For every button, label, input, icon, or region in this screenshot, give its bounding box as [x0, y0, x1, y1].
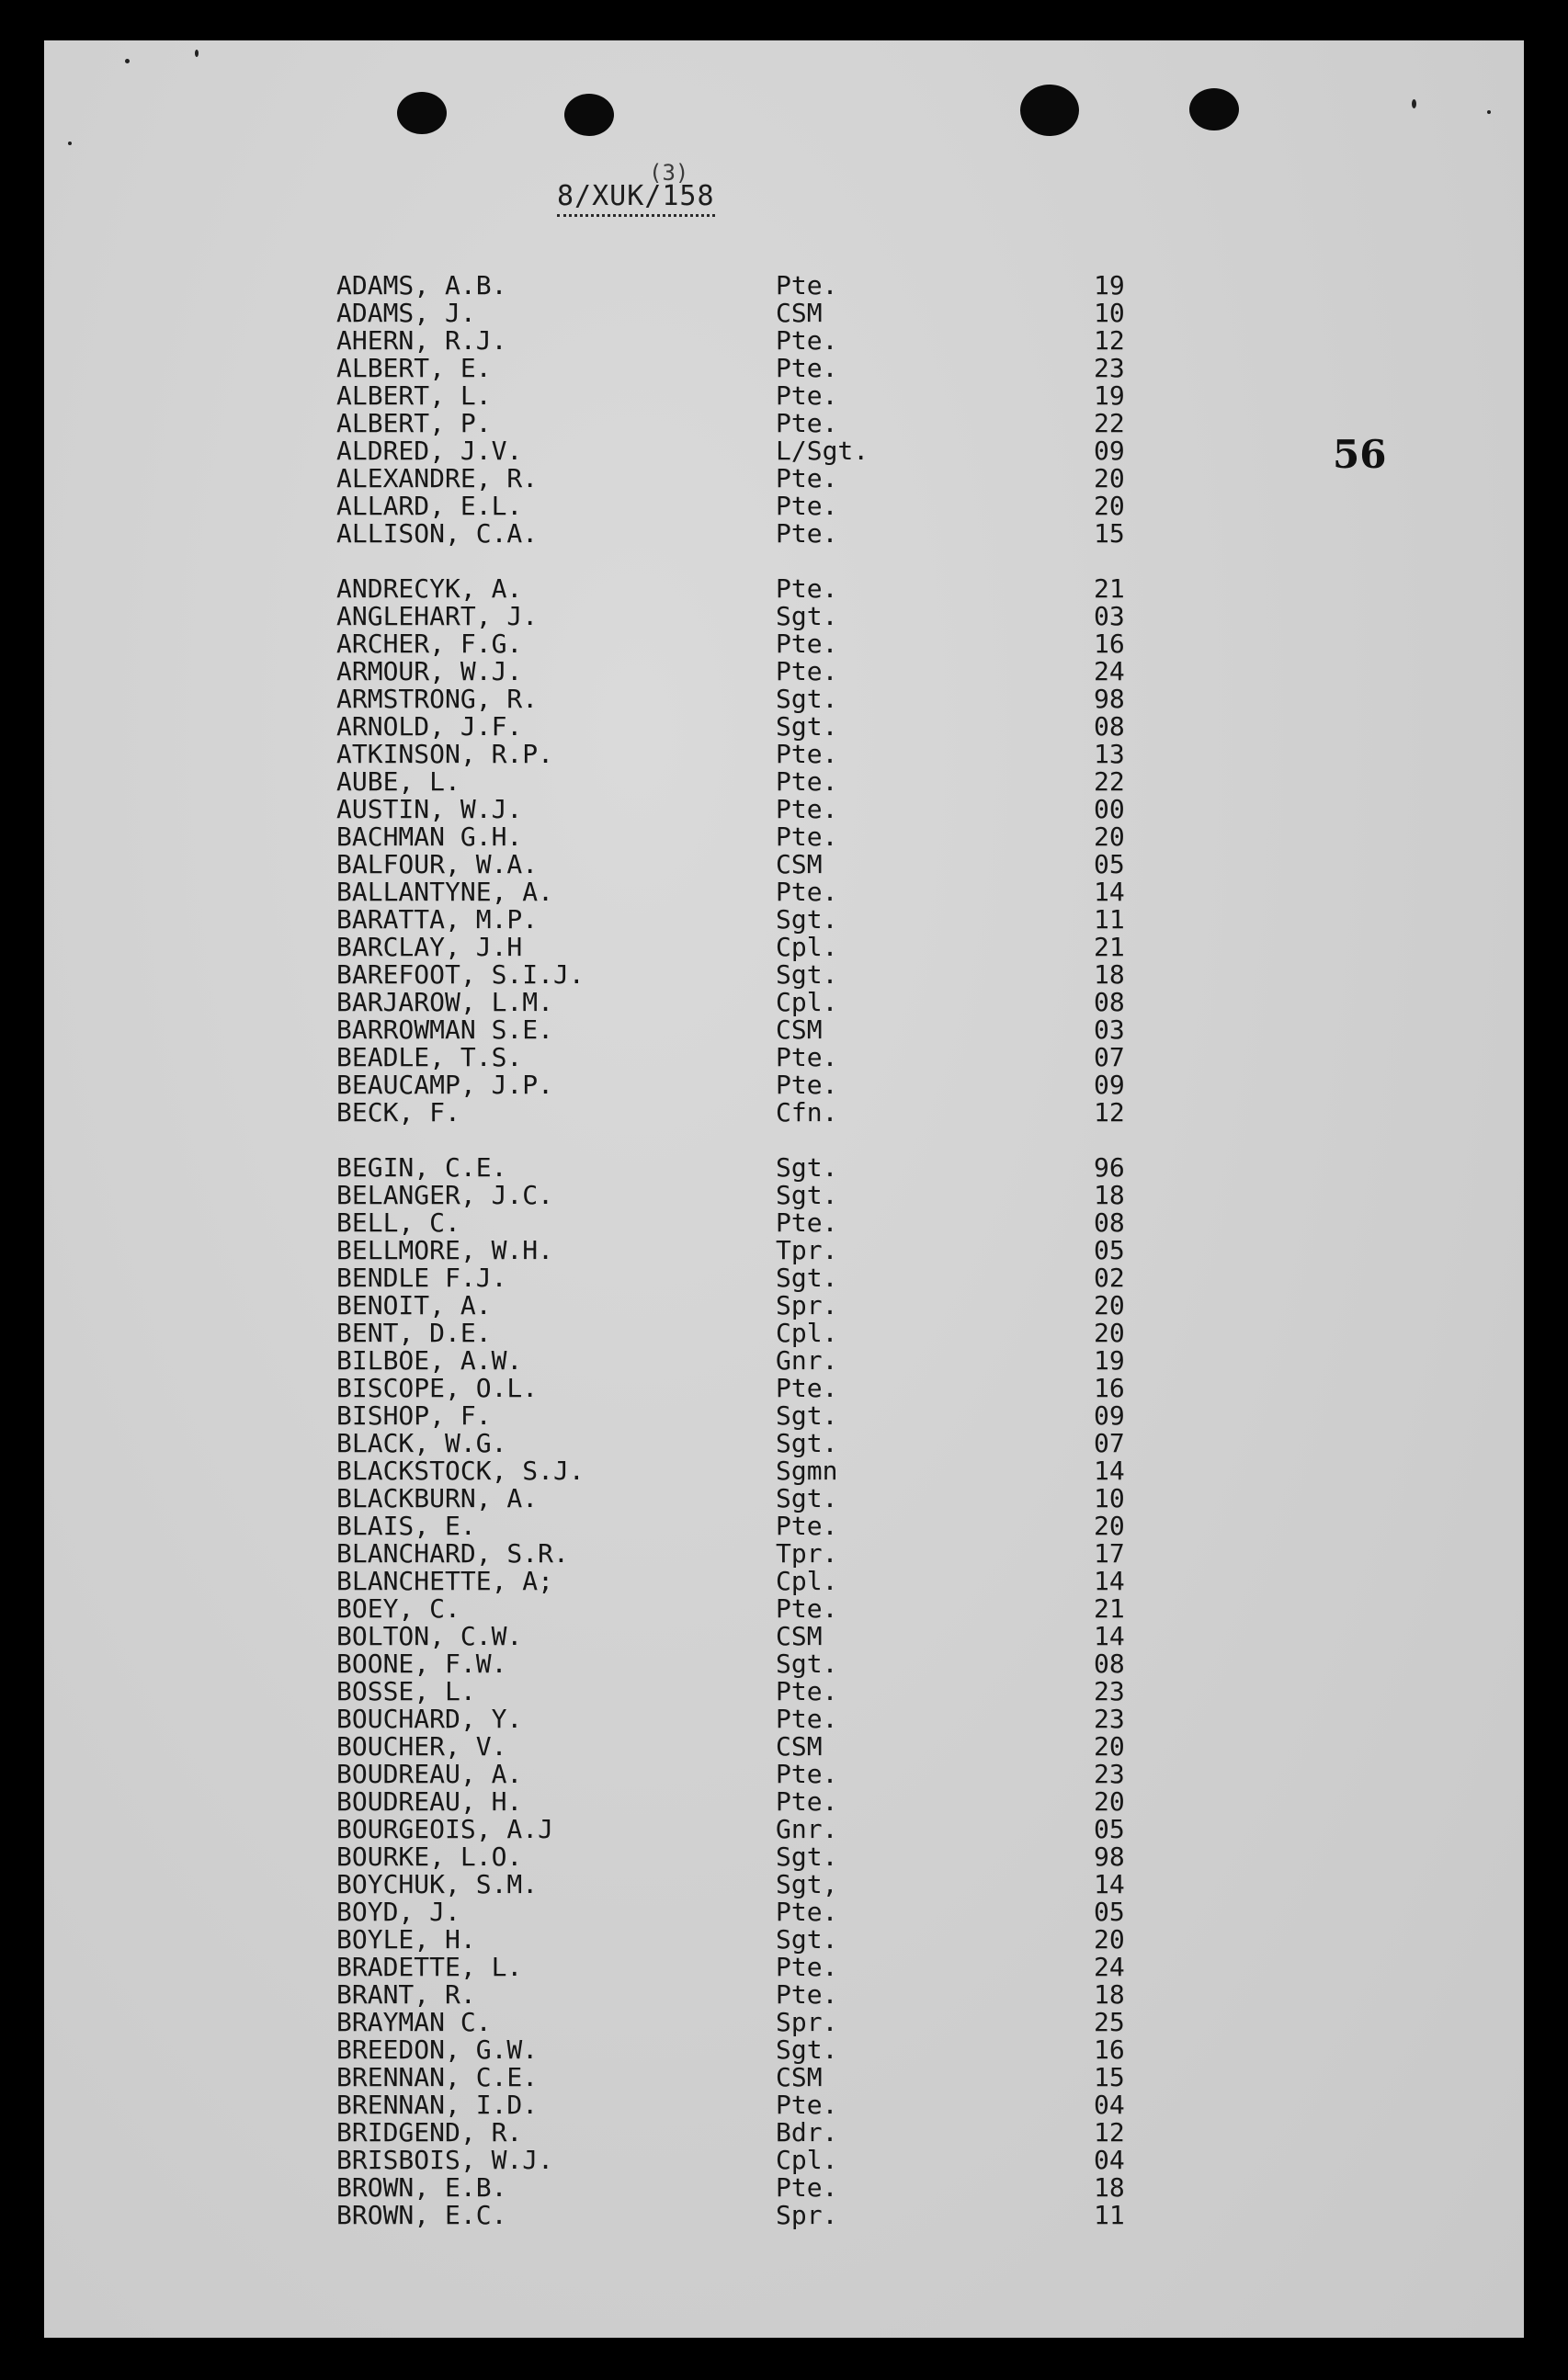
roll-number: 05: [1094, 849, 1125, 879]
roll-row: [336, 2036, 1164, 2064]
roll-name: BRADETTE, L.: [336, 1952, 523, 1982]
roll-name: ALLARD, E.L.: [336, 491, 523, 521]
roll-row: [336, 1540, 1164, 1568]
roll-name: BLANCHETTE, A;: [336, 1566, 554, 1596]
roll-rank: Cpl.: [776, 932, 838, 962]
roll-name: BRIDGEND, R.: [336, 2117, 523, 2148]
roll-number: 18: [1094, 1979, 1125, 2010]
roll-row: [336, 658, 1164, 686]
punch-hole: [397, 92, 447, 134]
roll-rank: Sgt.: [776, 1842, 838, 1872]
roll-rank: Sgmn: [776, 1456, 838, 1486]
roll-rank: CSM: [776, 849, 823, 879]
roll-name: BOYCHUK, S.M.: [336, 1869, 539, 1899]
roll-rank: Tpr.: [776, 1235, 838, 1265]
roll-number: 13: [1094, 739, 1125, 769]
roll-rank: Gnr.: [776, 1345, 838, 1376]
roll-name: BOUCHARD, Y.: [336, 1704, 523, 1734]
roll-row: [336, 1209, 1164, 1237]
file-reference: 8/XUK/158: [557, 180, 715, 217]
roll-name: ARMSTRONG, R.: [336, 684, 539, 714]
roll-row: [336, 355, 1164, 382]
roll-rank: Pte.: [776, 739, 838, 769]
roll-name: BEAUCAMP, J.P.: [336, 1070, 554, 1100]
roll-row: [336, 1264, 1164, 1292]
roll-rank: Sgt.: [776, 1152, 838, 1183]
roll-number: 14: [1094, 1566, 1125, 1596]
roll-number: 24: [1094, 1952, 1125, 1982]
roll-row: [336, 465, 1164, 493]
roll-row: [336, 741, 1164, 768]
roll-name: BRAYMAN C.: [336, 2007, 492, 2037]
roll-name: BLAIS, E.: [336, 1511, 476, 1541]
roll-row: [336, 493, 1164, 520]
roll-number: 00: [1094, 794, 1125, 824]
roll-name: BARATTA, M.P.: [336, 904, 539, 935]
roll-name: BOURGEOIS, A.J: [336, 1814, 554, 1844]
roll-number: 20: [1094, 1318, 1125, 1348]
punch-hole: [564, 94, 614, 136]
roll-row: [336, 575, 1164, 603]
roll-number: 10: [1094, 1483, 1125, 1513]
roll-number: 07: [1094, 1428, 1125, 1458]
roll-name: BELLMORE, W.H.: [336, 1235, 554, 1265]
roll-rank: Pte.: [776, 822, 838, 852]
roll-rank: Pte.: [776, 1979, 838, 2010]
roll-row: [336, 2009, 1164, 2036]
roll-name: BACHMAN G.H.: [336, 822, 523, 852]
roll-row: [336, 1595, 1164, 1623]
roll-number: 19: [1094, 270, 1125, 300]
roll-row: [336, 2091, 1164, 2119]
roll-rank: Pte.: [776, 1759, 838, 1789]
roll-number: 15: [1094, 2062, 1125, 2092]
roll-row: [336, 520, 1164, 548]
roll-name: BENOIT, A.: [336, 1290, 492, 1320]
roll-row: [336, 1182, 1164, 1209]
roll-name: BALFOUR, W.A.: [336, 849, 539, 879]
roll-rank: Sgt.: [776, 1400, 838, 1431]
roll-rank: CSM: [776, 1014, 823, 1045]
roll-number: 14: [1094, 877, 1125, 907]
roll-row: [336, 1237, 1164, 1264]
roll-name: BENT, D.E.: [336, 1318, 492, 1348]
roll-row: [336, 1513, 1164, 1540]
roll-rank: L/Sgt.: [776, 436, 869, 466]
punch-hole: [1189, 88, 1239, 130]
roll-row: [336, 1485, 1164, 1513]
roll-name: ANGLEHART, J.: [336, 601, 539, 631]
roll-name: ALEXANDRE, R.: [336, 463, 539, 493]
roll-number: 23: [1094, 1704, 1125, 1734]
roll-row: [336, 1843, 1164, 1871]
roll-rank: Pte.: [776, 408, 838, 438]
roll-name: ALLISON, C.A.: [336, 518, 539, 549]
roll-name: BREEDON, G.W.: [336, 2034, 539, 2065]
roll-number: 12: [1094, 2117, 1125, 2148]
roll-number: 16: [1094, 629, 1125, 659]
roll-rank: Spr.: [776, 1290, 838, 1320]
roll-row: [336, 1898, 1164, 1926]
roll-name: BOLTON, C.W.: [336, 1621, 523, 1651]
roll-name: BOURKE, L.O.: [336, 1842, 523, 1872]
roll-rank: Tpr.: [776, 1538, 838, 1569]
roll-rank: Sgt.: [776, 1180, 838, 1210]
roll-row: [336, 1320, 1164, 1347]
roll-name: ALBERT, L.: [336, 380, 492, 411]
roll-number: 14: [1094, 1869, 1125, 1899]
roll-name: ALBERT, E.: [336, 353, 492, 383]
roll-rank: CSM: [776, 1731, 823, 1762]
roll-number: 23: [1094, 353, 1125, 383]
roll-number: 25: [1094, 2007, 1125, 2037]
roll-rank: Pte.: [776, 629, 838, 659]
roll-rank: Pte.: [776, 491, 838, 521]
roll-number: 09: [1094, 1400, 1125, 1431]
roll-number: 20: [1094, 822, 1125, 852]
roll-number: 22: [1094, 766, 1125, 797]
roll-name: AHERN, R.J.: [336, 325, 507, 356]
roll-number: 07: [1094, 1042, 1125, 1072]
roll-number: 20: [1094, 1924, 1125, 1955]
roll-rank: Pte.: [776, 380, 838, 411]
roll-rank: Pte.: [776, 1704, 838, 1734]
roll-row: [336, 2064, 1164, 2091]
roll-number: 19: [1094, 380, 1125, 411]
roll-row: [336, 2174, 1164, 2202]
roll-row: [336, 1981, 1164, 2009]
roll-row: [336, 300, 1164, 327]
roll-rank: Spr.: [776, 2007, 838, 2037]
roll-rank: Cpl.: [776, 1566, 838, 1596]
roll-name: BOYD, J.: [336, 1897, 460, 1927]
roll-rank: Sgt.: [776, 1428, 838, 1458]
roll-row: [336, 1071, 1164, 1099]
roll-number: 05: [1094, 1897, 1125, 1927]
roll-rank: Pte.: [776, 518, 838, 549]
roll-name: ADAMS, J.: [336, 298, 476, 328]
roll-rank: Pte.: [776, 1676, 838, 1706]
roll-name: BALLANTYNE, A.: [336, 877, 554, 907]
roll-row: [336, 1430, 1164, 1457]
roll-name: AUBE, L.: [336, 766, 460, 797]
roll-name: BELANGER, J.C.: [336, 1180, 554, 1210]
roll-name: BOEY, C.: [336, 1593, 460, 1624]
roll-name: AUSTIN, W.J.: [336, 794, 523, 824]
roll-row: [336, 1347, 1164, 1375]
ink-speck: [195, 50, 199, 57]
roll-number: 03: [1094, 601, 1125, 631]
roll-number: 24: [1094, 656, 1125, 686]
roll-number: 23: [1094, 1759, 1125, 1789]
roll-name: BOUCHER, V.: [336, 1731, 507, 1762]
roll-rank: Sgt.: [776, 1483, 838, 1513]
roll-number: 18: [1094, 1180, 1125, 1210]
roll-rank: Pte.: [776, 573, 838, 604]
roll-row: [336, 1761, 1164, 1788]
roll-row: [336, 437, 1164, 465]
roll-row: [336, 1678, 1164, 1706]
roll-row: [336, 1623, 1164, 1650]
roll-row: [336, 1871, 1164, 1898]
roll-name: BOONE, F.W.: [336, 1649, 507, 1679]
roll-number: 08: [1094, 987, 1125, 1017]
ink-speck: [68, 142, 72, 145]
ink-speck: [125, 59, 130, 63]
roll-rank: Pte.: [776, 1207, 838, 1238]
roll-rank: Pte.: [776, 270, 838, 300]
roll-number: 04: [1094, 2145, 1125, 2175]
roll-row: [336, 906, 1164, 934]
roll-row: [336, 1457, 1164, 1485]
roll-number: 17: [1094, 1538, 1125, 1569]
roll-rank: Pte.: [776, 877, 838, 907]
roll-number: 09: [1094, 436, 1125, 466]
roll-row: [336, 768, 1164, 796]
roll-number: 96: [1094, 1152, 1125, 1183]
roll-number: 08: [1094, 711, 1125, 742]
roll-name: BISHOP, F.: [336, 1400, 492, 1431]
roll-rank: CSM: [776, 2062, 823, 2092]
roll-rank: Gnr.: [776, 1814, 838, 1844]
roll-rank: Pte.: [776, 1042, 838, 1072]
roll-number: 16: [1094, 1373, 1125, 1403]
roll-number: 18: [1094, 2172, 1125, 2203]
roll-rank: Pte.: [776, 1786, 838, 1817]
roll-name: BRANT, R.: [336, 1979, 476, 2010]
roll-row: [336, 1706, 1164, 1733]
roll-number: 20: [1094, 463, 1125, 493]
roll-name: BENDLE F.J.: [336, 1263, 507, 1293]
roll-number: 21: [1094, 932, 1125, 962]
roll-row: [336, 1099, 1164, 1127]
roll-row: [336, 713, 1164, 741]
roll-rank: Pte.: [776, 1593, 838, 1624]
roll-row: [336, 1292, 1164, 1320]
roll-name: BROWN, E.C.: [336, 2200, 507, 2230]
roll-number: 08: [1094, 1207, 1125, 1238]
roll-rank: Sgt.: [776, 684, 838, 714]
roll-name: ARNOLD, J.F.: [336, 711, 523, 742]
roll-row: [336, 823, 1164, 851]
roll-number: 12: [1094, 325, 1125, 356]
roll-number: 05: [1094, 1814, 1125, 1844]
roll-number: 19: [1094, 1345, 1125, 1376]
roll-name: BELL, C.: [336, 1207, 460, 1238]
roll-rank: Pte.: [776, 656, 838, 686]
roll-rank: Sgt.: [776, 904, 838, 935]
roll-row: [336, 1402, 1164, 1430]
roll-name: BEGIN, C.E.: [336, 1152, 507, 1183]
roll-name: BECK, F.: [336, 1097, 460, 1128]
roll-rank: Bdr.: [776, 2117, 838, 2148]
roll-name: BOYLE, H.: [336, 1924, 476, 1955]
roll-number: 03: [1094, 1014, 1125, 1045]
roll-name: ALBERT, P.: [336, 408, 492, 438]
handwritten-annotation: (3): [649, 160, 689, 186]
roll-row: [336, 1926, 1164, 1954]
roll-row: [336, 2147, 1164, 2174]
roll-rank: Pte.: [776, 2090, 838, 2120]
roll-name: BEADLE, T.S.: [336, 1042, 523, 1072]
roll-number: 08: [1094, 1649, 1125, 1679]
roll-number: 21: [1094, 1593, 1125, 1624]
roll-number: 22: [1094, 408, 1125, 438]
roll-number: 11: [1094, 2200, 1125, 2230]
roll-number: 20: [1094, 1731, 1125, 1762]
roll-row: [336, 327, 1164, 355]
roll-number: 02: [1094, 1263, 1125, 1293]
roll-name: ADAMS, A.B.: [336, 270, 507, 300]
roll-row: [336, 603, 1164, 630]
roll-row: [336, 796, 1164, 823]
roll-rank: Pte.: [776, 794, 838, 824]
roll-row: [336, 989, 1164, 1016]
roll-row: [336, 1816, 1164, 1843]
roll-row: [336, 1788, 1164, 1816]
roll-row: [336, 272, 1164, 300]
roll-number: 14: [1094, 1621, 1125, 1651]
roll-name: BLANCHARD, S.R.: [336, 1538, 569, 1569]
roll-number: 21: [1094, 573, 1125, 604]
roll-number: 10: [1094, 298, 1125, 328]
roll-name: BISCOPE, O.L.: [336, 1373, 539, 1403]
roll-name: ANDRECYK, A.: [336, 573, 523, 604]
roll-rank: Spr.: [776, 2200, 838, 2230]
roll-number: 98: [1094, 1842, 1125, 1872]
roll-rank: Pte.: [776, 2172, 838, 2203]
roll-name: BLACK, W.G.: [336, 1428, 507, 1458]
roll-number: 18: [1094, 959, 1125, 990]
roll-row: [336, 851, 1164, 878]
roll-row: [336, 382, 1164, 410]
roll-number: 09: [1094, 1070, 1125, 1100]
roll-name: BARCLAY, J.H: [336, 932, 523, 962]
roll-number: 05: [1094, 1235, 1125, 1265]
roll-name: BAREFOOT, S.I.J.: [336, 959, 585, 990]
roll-number: 12: [1094, 1097, 1125, 1128]
roll-number: 23: [1094, 1676, 1125, 1706]
roll-name: BOSSE, L.: [336, 1676, 476, 1706]
roll-row: [336, 2119, 1164, 2147]
roll-row: [336, 878, 1164, 906]
roll-name: BLACKBURN, A.: [336, 1483, 539, 1513]
roll-rank: Cpl.: [776, 2145, 838, 2175]
roll-name: BOUDREAU, H.: [336, 1786, 523, 1817]
roll-name: ATKINSON, R.P.: [336, 739, 554, 769]
roll-name: BLACKSTOCK, S.J.: [336, 1456, 585, 1486]
roll-name: BRISBOIS, W.J.: [336, 2145, 554, 2175]
ink-speck: [1487, 110, 1491, 114]
roll-rank: Pte.: [776, 1511, 838, 1541]
roll-name: ALDRED, J.V.: [336, 436, 523, 466]
roll-rank: Pte.: [776, 463, 838, 493]
roll-name: ARMOUR, W.J.: [336, 656, 523, 686]
roll-number: 20: [1094, 1786, 1125, 1817]
roll-name: BOUDREAU, A.: [336, 1759, 523, 1789]
roll-number: 98: [1094, 684, 1125, 714]
roll-rank: Cpl.: [776, 1318, 838, 1348]
roll-row: [336, 630, 1164, 658]
roll-row: [336, 1016, 1164, 1044]
roll-rank: CSM: [776, 298, 823, 328]
ink-speck: [1412, 99, 1416, 108]
roll-row: [336, 1154, 1164, 1182]
roll-row: [336, 1568, 1164, 1595]
punch-hole: [1020, 85, 1079, 136]
roll-number: 20: [1094, 1511, 1125, 1541]
roll-rank: CSM: [776, 1621, 823, 1651]
roll-row: [336, 1650, 1164, 1678]
roll-rank: Pte.: [776, 766, 838, 797]
roll-number: 16: [1094, 2034, 1125, 2065]
roll-rank: Cfn.: [776, 1097, 838, 1128]
roll-rank: Pte.: [776, 1897, 838, 1927]
roll-row: [336, 1954, 1164, 1981]
roll-row: [336, 934, 1164, 961]
folio-number: 56: [1333, 432, 1387, 477]
roll-number: 20: [1094, 491, 1125, 521]
roll-row: [336, 410, 1164, 437]
roll-rank: Sgt.: [776, 2034, 838, 2065]
roll-number: 04: [1094, 2090, 1125, 2120]
roll-number: 14: [1094, 1456, 1125, 1486]
roll-rank: Sgt.: [776, 959, 838, 990]
roll-name: BROWN, E.B.: [336, 2172, 507, 2203]
roll-rank: Sgt.: [776, 1263, 838, 1293]
roll-name: BARROWMAN S.E.: [336, 1014, 554, 1045]
roll-rank: Pte.: [776, 325, 838, 356]
roll-rank: Pte.: [776, 1070, 838, 1100]
roll-name: BARJAROW, L.M.: [336, 987, 554, 1017]
roll-row: [336, 2202, 1164, 2229]
roll-row: [336, 1375, 1164, 1402]
roll-rank: Pte.: [776, 353, 838, 383]
roll-number: 15: [1094, 518, 1125, 549]
roll-rank: Sgt.: [776, 711, 838, 742]
roll-rank: Sgt,: [776, 1869, 838, 1899]
roll-rank: Cpl.: [776, 987, 838, 1017]
roll-rank: Sgt.: [776, 601, 838, 631]
roll-name: ARCHER, F.G.: [336, 629, 523, 659]
roll-number: 11: [1094, 904, 1125, 935]
roll-name: BRENNAN, I.D.: [336, 2090, 539, 2120]
roll-rank: Pte.: [776, 1373, 838, 1403]
roll-rank: Sgt.: [776, 1924, 838, 1955]
roll-number: 20: [1094, 1290, 1125, 1320]
roll-row: [336, 1733, 1164, 1761]
roll-row: [336, 1044, 1164, 1071]
roll-name: BRENNAN, C.E.: [336, 2062, 539, 2092]
roll-rank: Pte.: [776, 1952, 838, 1982]
roll-name: BILBOE, A.W.: [336, 1345, 523, 1376]
roll-row: [336, 686, 1164, 713]
roll-row: [336, 961, 1164, 989]
roll-rank: Sgt.: [776, 1649, 838, 1679]
